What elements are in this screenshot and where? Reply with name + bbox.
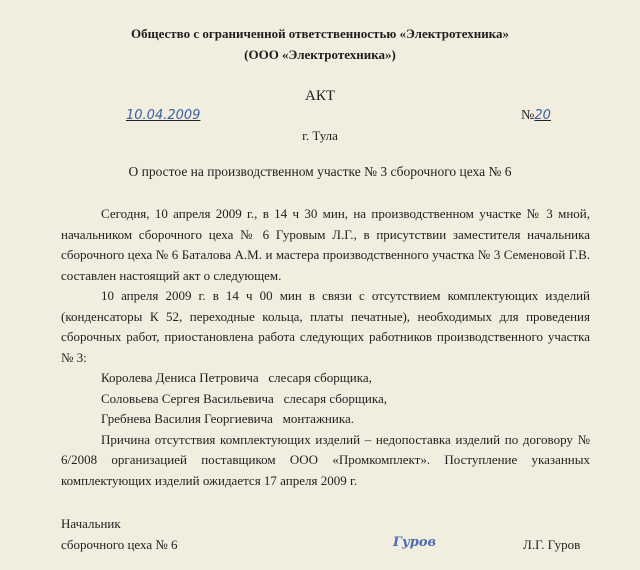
signer-title-line1: Начальник	[61, 516, 121, 531]
document-body	[61, 204, 590, 491]
document-subject: О простое на производственном участке № 3 сборочного цеха № 6	[128, 164, 512, 179]
number-value: 20	[534, 108, 551, 123]
person-line: Королева Дениса Петровича слесаря сборщика,	[101, 370, 372, 385]
handwritten-signature: Гуров	[393, 535, 437, 550]
organization-short-name: (ООО «Электротехника»)	[244, 47, 396, 62]
document-city: г. Тула	[302, 128, 338, 143]
paragraph-2: 10 апреля 2009 г. в 14 ч 00 мин в связи с отсутствием комплектующих изделий (конденсаторы К 52, переходные кольца, платы печатные), необходимых для проведения сборочных работ, приостановлена работа следующих работников производственного участка № 3:	[61, 288, 590, 365]
signer-title-line2: сборочного цеха № 6	[61, 537, 178, 552]
paragraph-1: Сегодня, 10 апреля 2009 г., в 14 ч 30 мин, на производственном участке № 3 мной, начальником сборочного цеха № 6 Гуровым Л.Г., в присутствии заместителя начальника сборочного цеха № 6 Баталова А.М. и мастера производственного участка № 3 Семеновой Г.В. составлен настоящий акт о следующем.	[61, 206, 590, 283]
document-date: 10.04.2009	[126, 108, 201, 123]
number-sign: №	[521, 108, 535, 123]
person-line: Соловьева Сергея Васильевича слесаря сборщика,	[101, 390, 388, 406]
document-number	[521, 108, 551, 124]
signer-name: Л.Г. Гуров	[523, 537, 581, 552]
organization-full-name: Общество с ограниченной ответственностью «Электротехника»	[131, 26, 509, 41]
person-line: Гребнева Василия Георгиевича монтажника.	[101, 411, 354, 426]
document-type: АКТ	[305, 88, 335, 104]
paragraph-3: Причина отсутствия комплектующих изделий – недопоставка изделий по договору № 6/2008 организацией поставщиком ООО «Промкомплект». Поступление указанных комплектующих изделий ожидается 17 апреля 2009 г.	[61, 431, 590, 488]
